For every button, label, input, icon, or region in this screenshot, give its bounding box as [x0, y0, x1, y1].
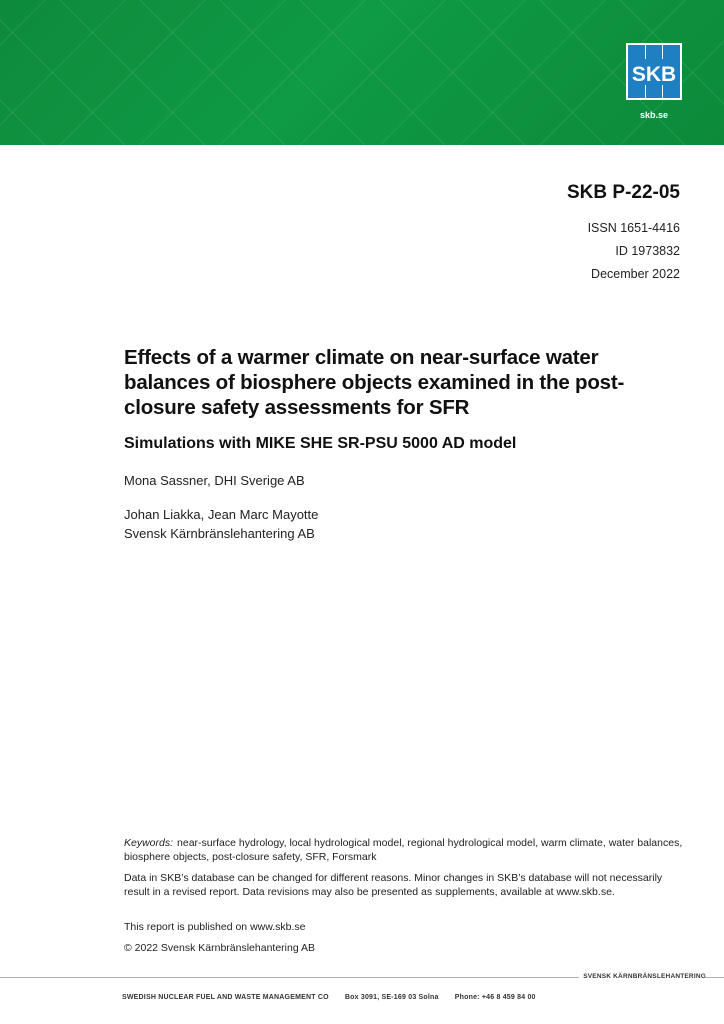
report-title — [124, 345, 684, 420]
banner-pattern — [0, 0, 724, 145]
keywords — [124, 836, 684, 864]
copyright: © 2022 Svensk Kärnbränslehantering AB — [124, 942, 316, 954]
publication-date: December 2022 — [591, 267, 680, 281]
footer-company: SWEDISH NUCLEAR FUEL AND WASTE MANAGEMENT CO — [122, 994, 329, 1001]
title-line: closure safety assessments for SFR — [124, 396, 470, 419]
title-line: Effects of a warmer climate on near-surface water — [124, 346, 599, 369]
published-note: This report is published on www.skb.se — [124, 921, 306, 933]
author-primary: Mona Sassner, DHI Sverige AB — [124, 473, 305, 488]
author-affiliation: Svensk Kärnbränslehantering AB — [124, 526, 315, 541]
footer-org-name: SVENSK KÄRNBRÄNSLEHANTERING — [579, 973, 706, 980]
footer-phone: Phone: +46 8 459 84 00 — [454, 994, 536, 1001]
skb-logo-text: SKB — [631, 63, 677, 86]
issn: ISSN 1651-4416 — [587, 221, 680, 235]
report-subtitle: Simulations with MIKE SHE SR-PSU 5000 AD model — [124, 435, 517, 452]
database-note: Data in SKB’s database can be changed for different reasons. Minor changes in SKB’s database will not necessarily result in a revised report. Data revisions may also be presented as supplements, available at www.skb.se. — [124, 872, 663, 898]
header-banner — [0, 0, 724, 145]
website-link[interactable]: skb.se — [639, 110, 669, 120]
keywords-label: Keywords: — [124, 837, 174, 849]
keywords-text: near-surface hydrology, local hydrological model, regional hydrological model, warm climate, water balances, biosphere objects, post-closure safety, SFR, Forsmark — [124, 837, 683, 863]
author-secondary: Johan Liakka, Jean Marc Mayotte — [124, 507, 319, 522]
report-number: SKB P-22-05 — [567, 182, 680, 203]
footer-contact — [122, 994, 550, 1001]
title-line: balances of biosphere objects examined in the post- — [124, 371, 625, 394]
skb-logo — [626, 43, 682, 100]
document-id: ID 1973832 — [615, 244, 680, 258]
footer-address: Box 3091, SE-169 03 Solna — [344, 994, 439, 1001]
